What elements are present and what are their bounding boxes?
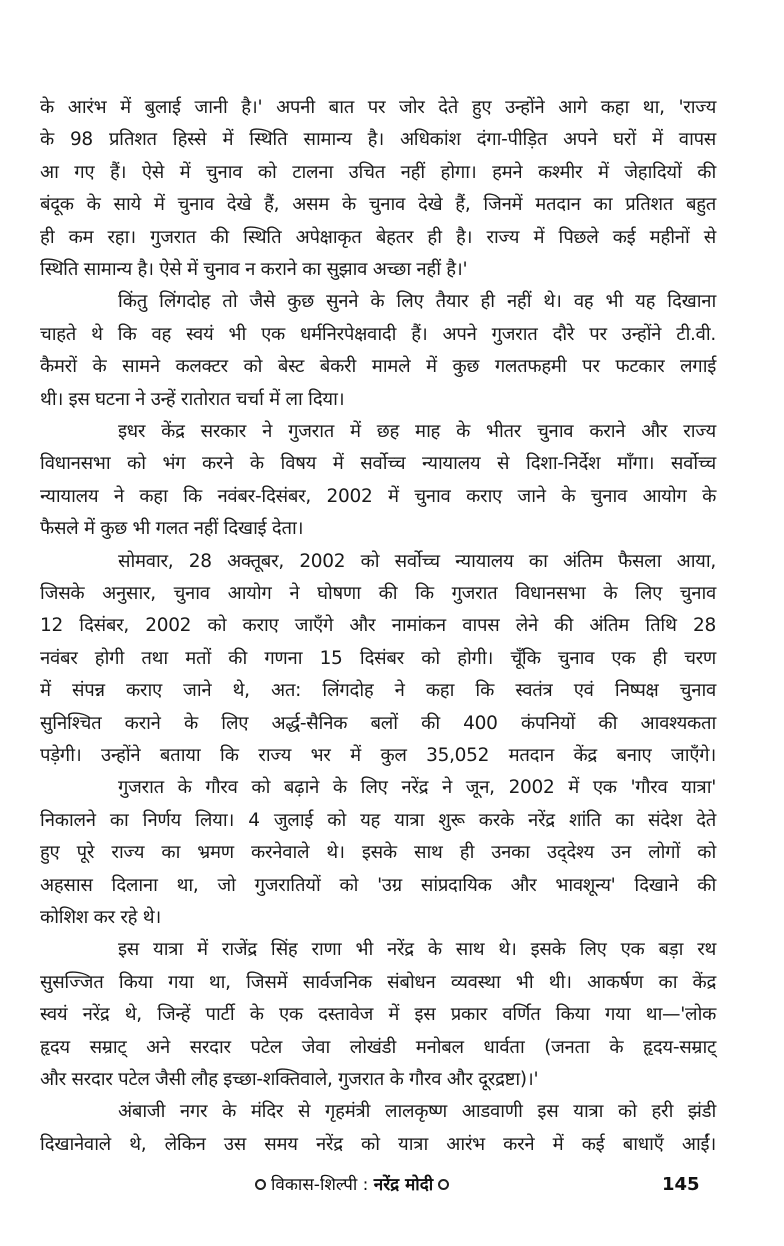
text-line: गुजरात के गौरव को बढ़ाने के लिए नरेंद्र ने जून, 2002 में एक 'गौरव यात्रा' <box>118 777 716 799</box>
text-line: 12 दिसंबर, 2002 को कराए जाएँगे और नामांकन वापस लेने की अंतिम तिथि 28 <box>40 615 716 637</box>
text-line: स्थिति सामान्य है। ऐसे में चुनाव न कराने का सुझाव अच्छा नहीं है।' <box>40 259 468 280</box>
text-line: किंतु लिंगदोह तो जैसे कुछ सुनने के लिए तैयार ही नहीं थे। वह भी यह दिखाना <box>118 291 716 313</box>
flower-emblem-icon <box>255 1179 266 1190</box>
text-line: सुनिश्चित कराने के लिए अर्द्ध-सैनिक बलों की 400 कंपनियों की आवश्यकता <box>40 712 716 734</box>
text-line: कोशिश कर रहे थे। <box>40 907 161 928</box>
text-line: हुए पूरे राज्य का भ्रमण करनेवाले थे। इसके साथ ही उनका उद्‌देश्य उन लोगों को <box>40 842 716 864</box>
text-line: इधर केंद्र सरकार ने गुजरात में छह माह के भीतर चुनाव कराने और राज्य <box>118 421 716 442</box>
text-line: हृदय सम्राट् अने सरदार पटेल जेवा लोखंडी मनोबल धार्वता (जनता के हृदय-सम्राट् <box>40 1036 716 1058</box>
text-line: जिसके अनुसार, चुनाव आयोग ने घोषणा की कि गुजरात विधानसभा के लिए चुनाव <box>40 583 716 604</box>
text-line: थी। इस घटना ने उन्हें रातोरात चर्चा में ला दिया। <box>40 388 345 410</box>
text-line: आ गए हैं। ऐसे में चुनाव को टालना उचित नहीं होगा। हमने कश्मीर में जेहादियों की <box>40 161 716 183</box>
footer-title-name: नरेंद्र मोदी <box>373 1175 434 1195</box>
page-footer <box>0 1170 784 1200</box>
text-line: नवंबर होगी तथा मतों की गणना 15 दिसंबर को होगी। चूँकि चुनाव एक ही चरण <box>40 647 716 669</box>
text-line: सुसज्जित किया गया था, जिसमें सार्वजनिक संबोधन व्यवस्था भी थी। आकर्षण का केंद्र <box>40 971 716 993</box>
text-line: में संपन्न कराए जाने थे, अत: लिंगदोह ने कहा कि स्वतंत्र एवं निष्पक्ष चुनाव <box>40 680 716 702</box>
text-line: स्वयं नरेंद्र थे, जिन्हें पार्टी के एक दस्तावेज में इस प्रकार वर्णित किया गया था—'लोक <box>40 1004 716 1026</box>
text-line: के आरंभ में बुलाई जानी है।' अपनी बात पर जोर देते हुए उन्होंने आगे कहा था, 'राज्य <box>40 97 716 118</box>
text-line: के 98 प्रतिशत हिस्से में स्थिति सामान्य है। अधिकांश दंगा-पीड़ित अपने घरों में वापस <box>40 129 716 151</box>
text-line: कैमरों के सामने कलक्टर को बेस्ट बेकरी मामले में कुछ गलतफहमी पर फटकार लगाई <box>40 356 716 378</box>
text-line: न्यायालय ने कहा कि नवंबर-दिसंबर, 2002 में चुनाव कराए जाने के चुनाव आयोग के <box>40 485 716 507</box>
text-line: अंबाजी नगर के मंदिर से गृहमंत्री लालकृष्ण आडवाणी इस यात्रा को हरी झंडी <box>118 1101 716 1123</box>
text-line: बंदूक के साये में चुनाव देखे हैं, असम के चुनाव देखे हैं, जिनमें मतदान का प्रतिशत बहुत <box>40 194 716 216</box>
text-line: निकालने का निर्णय लिया। 4 जुलाई को यह यात्रा शुरू करके नरेंद्र शांति का संदेश देते <box>40 809 716 831</box>
text-line: और सरदार पटेल जैसी लौह इच्छा-शक्तिवाले, गुजरात के गौरव और दूरद्रष्टा)।' <box>40 1069 539 1090</box>
text-line: विधानसभा को भंग करने के विषय में सर्वोच्च न्यायालय से दिशा-निर्देश माँगा। सर्वोच्च <box>40 453 716 475</box>
text-line: चाहते थे कि वह स्वयं भी एक धर्मनिरपेक्षवादी हैं। अपने गुजरात दौरे पर उन्होंने टी.वी. <box>40 323 716 345</box>
page-number: 145 <box>662 1174 700 1195</box>
text-line: फैसले में कुछ भी गलत नहीं दिखाई देता। <box>40 518 304 540</box>
text-line: दिखानेवाले थे, लेकिन उस समय नरेंद्र को यात्रा आरंभ करने में कई बाधाएँ आईं। <box>40 1133 716 1155</box>
flower-emblem-icon <box>438 1179 449 1190</box>
text-line: अहसास दिलाना था, जो गुजरातियों को 'उग्र सांप्रदायिक और भावशून्य' दिखाने की <box>40 874 716 896</box>
text-line: सोमवार, 28 अक्तूबर, 2002 को सर्वोच्च न्यायालय का अंतिम फैसला आया, <box>118 550 716 572</box>
running-footer-title <box>250 1170 454 1200</box>
text-line: ही कम रहा। गुजरात की स्थिति अपेक्षाकृत बेहतर ही है। राज्य में पिछले कई महीनों से <box>40 226 716 248</box>
text-line: इस यात्रा में राजेंद्र सिंह राणा भी नरेंद्र के साथ थे। इसके लिए एक बड़ा रथ <box>118 939 716 961</box>
text-line: पड़ेगी। उन्होंने बताया कि राज्य भर में कुल 35,052 मतदान केंद्र बनाए जाएँगे। <box>40 745 716 766</box>
footer-title-prefix: विकास-शिल्पी : <box>271 1175 369 1195</box>
